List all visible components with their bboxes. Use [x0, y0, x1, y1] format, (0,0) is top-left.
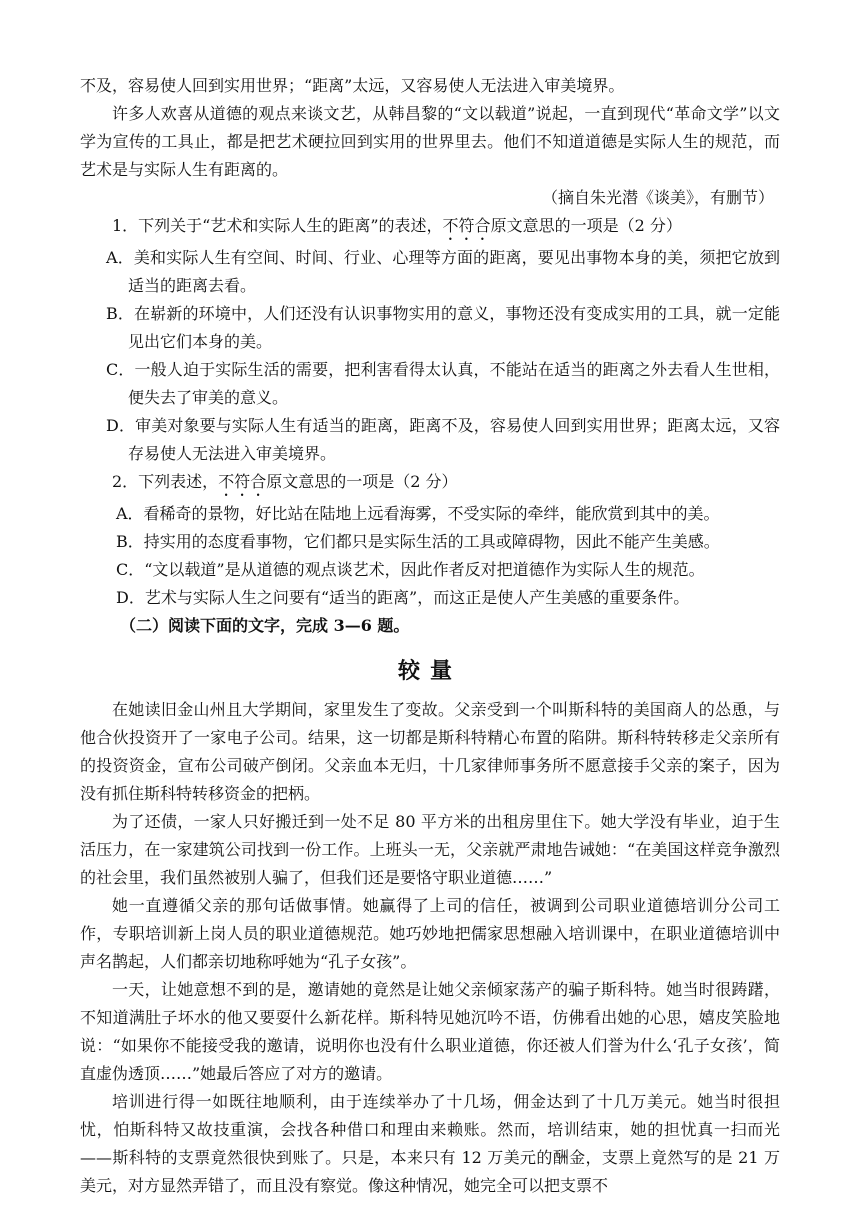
story-paragraph: 一天，让她意想不到的是，邀请她的竟然是让她父亲倾家荡产的骗子斯科特。她当时很踌躇，不知道满肚子坏水的他又要耍什么新花样。斯科特见她沉吟不语，仿佛看出她的心思，嬉皮笑脸地说：“如果你不能接受我的邀请，说明你也没有什么职业道德，你还被人们誉为什么‘孔子女孩’，简直虚伪透顶……”她最后答应了对方的邀请。 — [80, 980, 780, 1083]
passage-source: （摘自朱光潜《谈美》，有删节） — [541, 188, 774, 207]
question-1-stem: 1．下列关于“艺术和实际人生的距离”的表述，不符合原文意思的一项是（2 分） — [112, 216, 682, 235]
section-heading: （二）阅读下面的文字，完成 3—6 题。 — [120, 616, 410, 635]
story-paragraph: 她一直遵循父亲的那句话做事情。她赢得了上司的信任，被调到公司职业道德培训分公司工作，专职培训新上岗人员的职业道德规范。她巧妙地把儒家思想融入培训课中，在职业道德培训中声名鹊起，人们都亲切地称呼她为“孔子女孩”。 — [80, 896, 780, 971]
question-2-option-a: A．看稀奇的景物，好比站在陆地上远看海雾，不受实际的牵绊，能欣赏到其中的美。 — [116, 504, 720, 523]
passage-paragraph: 不及，容易使人回到实用世界；“距离”太远，又容易使人无法进入审美境界。 — [80, 76, 625, 95]
passage-paragraph: 许多人欢喜从道德的观点来谈文艺，从韩昌黎的“文以载道”说起，一直到现代“革命文学”以文学为宣传的工具止，都是把艺术硬拉回到实用的世界里去。他们不知道道德是实际人生的规范，而艺术是与实际人生有距离的。 — [80, 104, 780, 179]
story-paragraph: 为了还债，一家人只好搬迁到一处不足 80 平方米的出租房里住下。她大学没有毕业，迫于生活压力，在一家建筑公司找到一份工作。上班头一无，父亲就严肃地告诫她：“在美国这样竞争激烈的社会里，我们虽然被别人骗了，但我们还是要恪守职业道德……” — [80, 812, 780, 887]
question-2-option-d: D．艺术与实际人生之问要有“适当的距离”，而这正是使人产生美感的重要条件。 — [116, 588, 690, 607]
emphasis-text: 不符合 — [442, 216, 491, 235]
question-1-option-b: B．在崭新的环境中，人们还没有认识事物实用的意义，事物还没有变成实用的工具，就一定能见出它们本身的美。 — [106, 304, 780, 351]
exam-page — [80, 72, 780, 1200]
story-paragraph: 在她读旧金山州且大学期间，家里发生了变故。父亲受到一个叫斯科特的美国商人的怂恿，与他合伙投资开了一家电子公司。结果，这一切都是斯科特精心布置的陷阱。斯科特转移走父亲所有的投资资金，宣布公司破产倒闭。父亲血本无归，十几家律师事务所不愿意接手父亲的案子，因为没有抓住斯科特转移资金的把柄。 — [80, 700, 780, 803]
question-1-option-c: C．一般人迫于实际生活的需要，把利害看得太认真，不能站在适当的距离之外去看人生世相，便失去了审美的意义。 — [106, 360, 780, 407]
question-1-option-d: D．审美对象要与实际人生有适当的距离，距离不及，容易使人回到实用世界；距离太远，又容存易使人无法进入审美境界。 — [106, 416, 780, 463]
story-title: 较量 — [397, 658, 462, 684]
question-2-option-c: C．“文以载道”是从道德的观点谈艺术，因此作者反对把道德作为实际人生的规范。 — [116, 560, 705, 579]
question-1-option-a: A．美和实际人生有空间、时间、行业、心理等方面的距离，要见出事物本身的美，须把它放到适当的距离去看。 — [106, 248, 780, 295]
question-2-stem: 2．下列表述，不符合原文意思的一项是（2 分） — [112, 472, 458, 491]
story-paragraph: 培训进行得一如既往地顺利，由于连续举办了十几场，佣金达到了十几万美元。她当时很担忧，怕斯科特又故技重演，会找各种借口和理由来赖账。然而，培训结束，她的担忧真一扫而光——斯科特的支票竟然很快到账了。只是，本来只有 12 万美元的酬金，支票上竟然写的是 21 万美元，对方显然弄错了，而且没有察觉。像这种情况，她完全可以把支票不 — [80, 1092, 780, 1195]
emphasis-text: 不符合 — [218, 472, 267, 491]
question-2-option-b: B．持实用的态度看事物，它们都只是实际生活的工具或障碍物，因此不能产生美感。 — [116, 532, 720, 551]
